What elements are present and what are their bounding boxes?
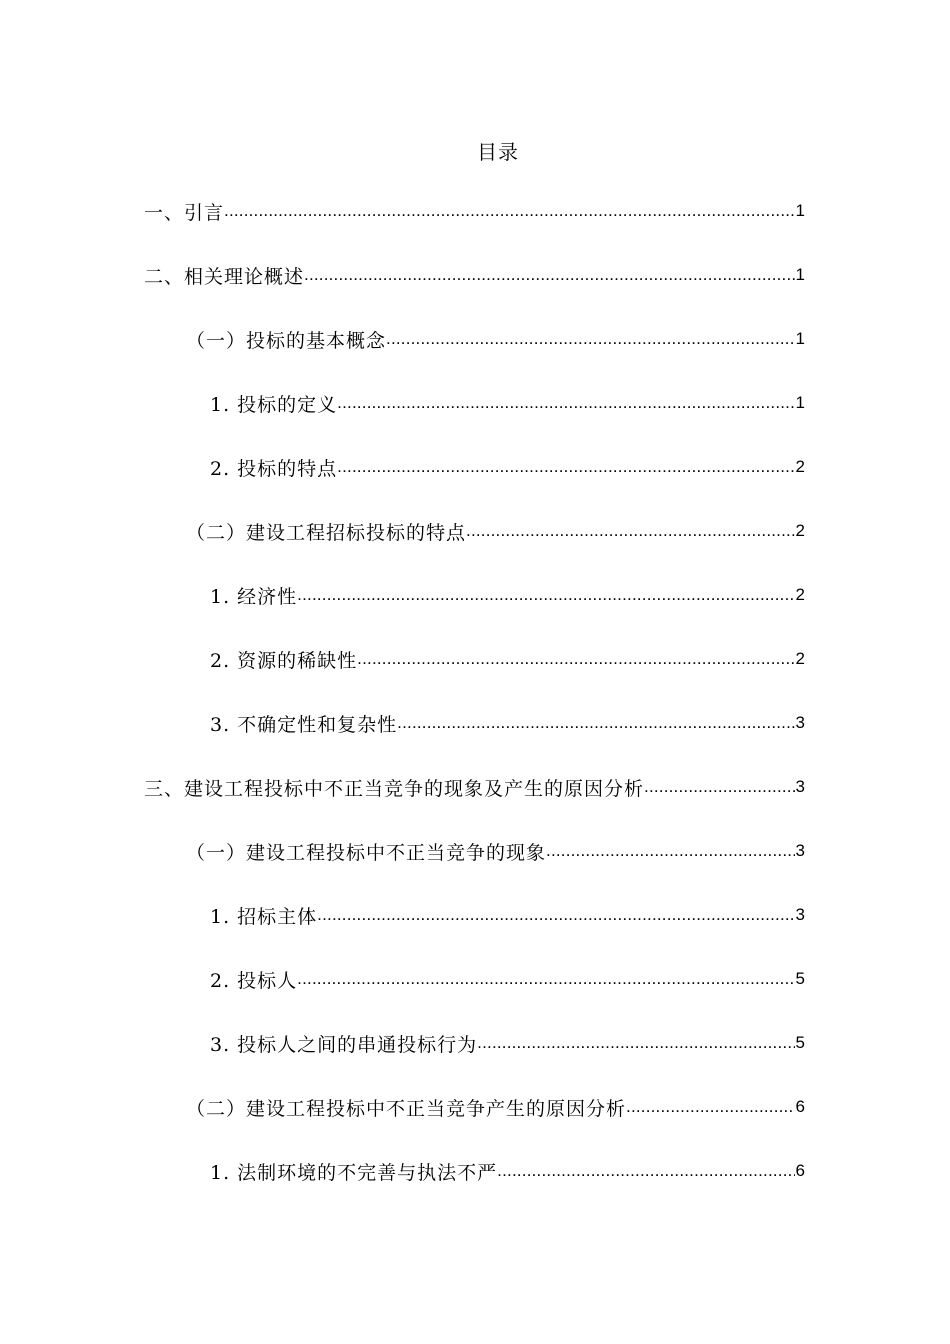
toc-entry[interactable] bbox=[210, 452, 805, 484]
toc-entry[interactable] bbox=[210, 388, 805, 420]
toc-entry[interactable] bbox=[186, 836, 805, 868]
toc-entry-text: 1. 招标主体 bbox=[210, 906, 318, 928]
toc-entry-text: （二）建设工程招标投标的特点 bbox=[186, 522, 467, 544]
toc-entry[interactable] bbox=[186, 1092, 805, 1124]
toc-leader-dots bbox=[337, 388, 794, 420]
toc-leader-dots bbox=[397, 708, 794, 740]
toc-leader-dots bbox=[626, 1092, 795, 1124]
toc-entry[interactable] bbox=[186, 324, 805, 356]
toc-leader-dots bbox=[546, 836, 795, 868]
toc-page-number: 2 bbox=[795, 585, 805, 604]
toc-entry-text: （二）建设工程投标中不正当竞争产生的原因分析 bbox=[186, 1098, 627, 1120]
toc-entry[interactable] bbox=[210, 708, 805, 740]
toc-entry-text: 一、引言 bbox=[144, 202, 225, 224]
toc-page-number: 3 bbox=[795, 841, 805, 860]
toc-page-number: 3 bbox=[795, 905, 805, 924]
toc-leader-dots bbox=[477, 1028, 794, 1060]
toc-entry-text: 1. 经济性 bbox=[210, 586, 298, 608]
toc-page-number: 2 bbox=[795, 457, 805, 476]
toc-leader-dots bbox=[297, 580, 794, 612]
toc-page-number: 1 bbox=[795, 393, 805, 412]
toc-entry[interactable] bbox=[144, 196, 805, 228]
toc-page-number: 3 bbox=[795, 777, 805, 796]
toc-entry[interactable] bbox=[210, 644, 805, 676]
toc-page-number: 5 bbox=[795, 1033, 805, 1052]
toc-entry[interactable] bbox=[210, 1156, 805, 1188]
toc-leader-dots bbox=[357, 644, 794, 676]
toc-entry-text: 1. 投标的定义 bbox=[210, 394, 338, 416]
toc-page-number: 2 bbox=[795, 649, 805, 668]
toc-leader-dots bbox=[466, 516, 795, 548]
toc-leader-dots bbox=[337, 452, 794, 484]
toc-entry[interactable] bbox=[210, 900, 805, 932]
toc-page-number: 1 bbox=[795, 265, 805, 284]
toc-entry[interactable] bbox=[186, 516, 805, 548]
toc-entry-text: 3. 投标人之间的串通投标行为 bbox=[210, 1034, 478, 1056]
toc-entry-text: （一）投标的基本概念 bbox=[186, 330, 387, 352]
toc-entry[interactable] bbox=[144, 772, 805, 804]
toc-entry-text: 2. 投标的特点 bbox=[210, 458, 338, 480]
toc-leader-dots bbox=[304, 260, 795, 292]
toc-page-number: 2 bbox=[795, 521, 805, 540]
toc-leader-dots bbox=[224, 196, 795, 228]
toc-page-number: 1 bbox=[795, 201, 805, 220]
toc-page-number: 1 bbox=[795, 329, 805, 348]
toc-entry-text: （一）建设工程投标中不正当竞争的现象 bbox=[186, 842, 547, 864]
toc-entry-text: 1. 法制环境的不完善与执法不严 bbox=[210, 1162, 498, 1184]
toc-entry-text: 2. 资源的稀缺性 bbox=[210, 650, 358, 672]
toc-page-number: 5 bbox=[795, 969, 805, 988]
toc-page-number: 3 bbox=[795, 713, 805, 732]
toc-entry[interactable] bbox=[210, 964, 805, 996]
toc-entry-text: 三、建设工程投标中不正当竞争的现象及产生的原因分析 bbox=[144, 778, 645, 800]
toc-page-number: 6 bbox=[795, 1161, 805, 1180]
toc-leader-dots bbox=[297, 964, 794, 996]
toc-leader-dots bbox=[644, 772, 795, 804]
toc-entry-text: 二、相关理论概述 bbox=[144, 266, 305, 288]
toc-entry-text: 2. 投标人 bbox=[210, 970, 298, 992]
toc-page-number: 6 bbox=[795, 1097, 805, 1116]
toc-entry[interactable] bbox=[144, 260, 805, 292]
toc-entry[interactable] bbox=[210, 1028, 805, 1060]
toc-leader-dots bbox=[317, 900, 794, 932]
toc-title: 目录 bbox=[477, 140, 519, 164]
toc-leader-dots bbox=[497, 1156, 794, 1188]
toc-entry[interactable] bbox=[210, 580, 805, 612]
toc-leader-dots bbox=[386, 324, 795, 356]
toc-entry-text: 3. 不确定性和复杂性 bbox=[210, 714, 398, 736]
